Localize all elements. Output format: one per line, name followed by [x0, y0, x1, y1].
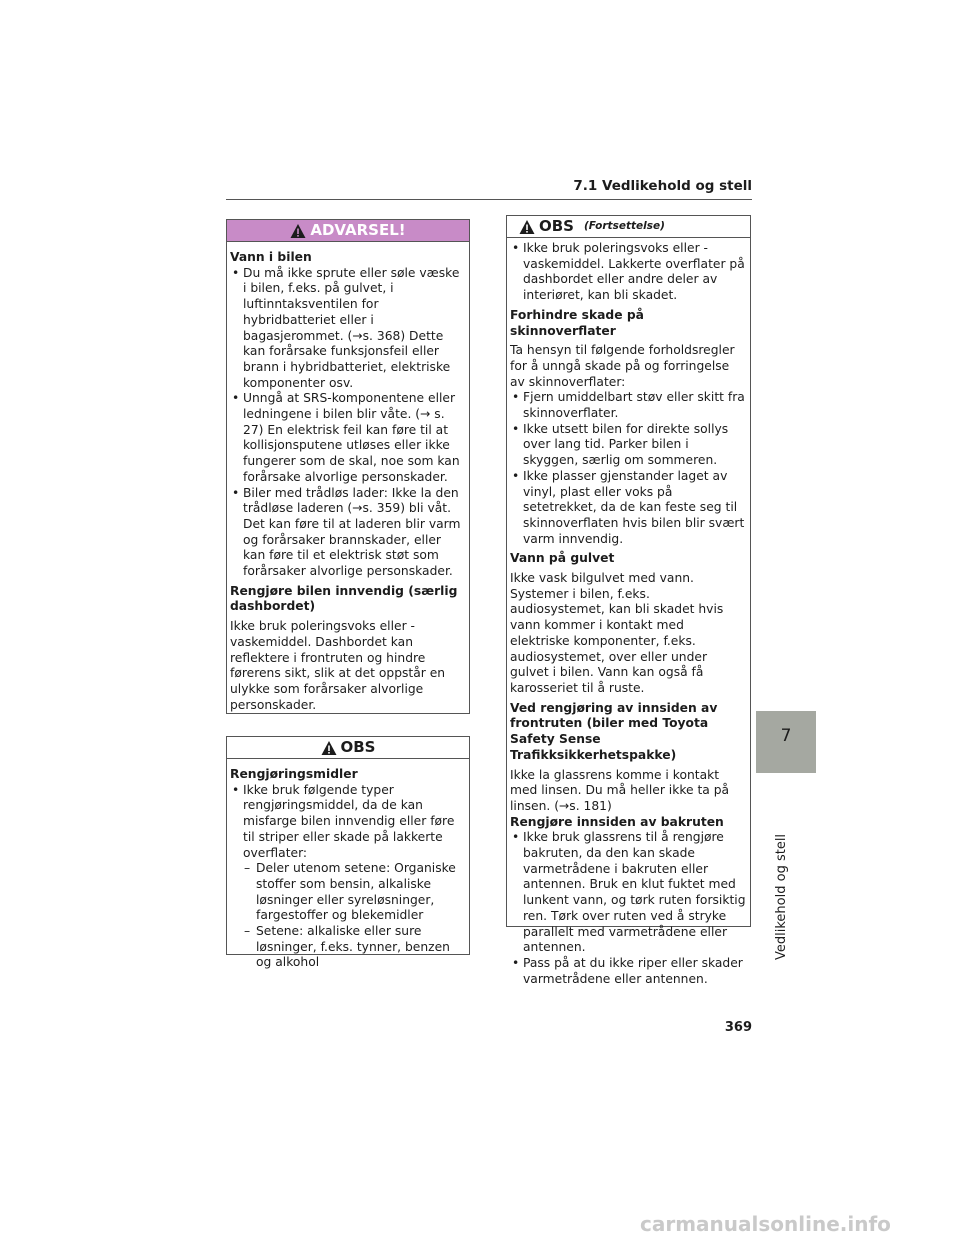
clean-interior-text: Ikke bruk poleringsvoks eller -vaskemiddel. Dashbordet kan reflektere i frontruten og hindre førerens sikt, slik at det oppstår en ulykke som forårsaker alvorlige personskader. — [230, 619, 446, 712]
water-in-car-title: Vann i bilen — [230, 250, 312, 264]
obs-continued-heading: OBS — [539, 216, 574, 235]
floor-water-text: Ikke vask bilgulvet med vann. Systemer i bilen, f.eks. audiosystemet, kan bli skadet hvis vann kommer i kontakt med elektriske komponenter, f.eks. audiosystemet, over eller under gulvet i bilen. Vann kan også få karosseriet til å ruste. — [510, 571, 724, 695]
list-item: • Unngå at SRS-komponentene eller ledningene i bilen blir våte. (→ s. 27) En elektrisk feil kan føre til at kollisjonsputene utløses eller ikke fungerer som de skal, noe som kan forårsake alvorlige personskader. — [230, 391, 465, 485]
watermark: carmanualsonline.info — [640, 1212, 891, 1236]
sub-list-item: – Setene: alkaliske eller sure løsninger, f.eks. tynner, benzen og alkohol — [230, 924, 465, 971]
list-item: • Ikke plasser gjenstander laget av vinyl, plast eller voks på setetrekket, da de kan feste seg til skinnoverflaten hvis bilen blir svært varm innvendig. — [510, 469, 746, 548]
list-item: • Ikke bruk poleringsvoks eller -vaskemiddel. Lakkerte overflater på dashbordet eller andre deler av interiøret, kan bli skadet. — [510, 241, 746, 304]
warning-heading: ADVARSEL! — [310, 220, 406, 239]
windshield-text: Ikke la glassrens komme i kontakt med linsen. Du må heller ikke ta på linsen. (→s. 181) — [510, 767, 730, 813]
obs-box — [226, 736, 470, 970]
obs-continued-header — [507, 216, 750, 238]
list-item: • Ikke bruk glassrens til å rengjøre bakruten, da den kan skade varmetrådene i bakruten eller antennen. Bruk en klut fuktet med lunkent vann, og tørk ruten forsiktig ren. Tørk over ruten ved å stryke parallelt med varmetrådene eller antennen. — [510, 830, 746, 956]
warning-triangle-icon — [519, 219, 535, 235]
chapter-label: Vedlikehold og stell — [774, 833, 789, 960]
warning-header — [227, 220, 469, 242]
warning-triangle-icon — [290, 223, 306, 239]
sub-list-item: – Deler utenom setene: Organiske stoffer som bensin, alkaliske løsninger eller syreløsninger, fargestoffer og blekemidler — [230, 861, 465, 924]
obs-heading: OBS — [340, 737, 376, 756]
cleaning-agents-title: Rengjøringsmidler — [230, 767, 358, 781]
page-number: 369 — [724, 1020, 752, 1035]
floor-water-title: Vann på gulvet — [510, 551, 615, 566]
warning-triangle-icon — [321, 740, 337, 756]
chapter-number: 7 — [780, 726, 792, 746]
list-item: • Fjern umiddelbart støv eller skitt fra skinnoverflater. — [510, 390, 746, 421]
warning-box — [226, 219, 470, 714]
obs-continued-box — [506, 215, 751, 986]
windshield-title: Ved rengjøring av innsiden av frontruten (biler med Toyota Safety Sense Trafikksikkerhetspakke) — [510, 700, 718, 762]
obs-header — [227, 737, 469, 759]
leather-title: Forhindre skade på skinnoverflater — [510, 307, 644, 338]
header-divider — [226, 199, 752, 200]
list-item: • Biler med trådløs lader: Ikke la den trådløse laderen (→s. 359) bli våt. Det kan føre til at laderen blir varm og forårsaker brannskader, eller kan føre til et elektrisk støt som forårsaker alvorlige personskader. — [230, 486, 465, 580]
list-item: • Ikke bruk følgende typer rengjøringsmiddel, da de kan misfarge bilen innvendig eller føre til striper eller skade på lakkerte overflater: — [230, 783, 465, 862]
clean-interior-title: Rengjøre bilen innvendig (særlig dashbordet) — [230, 583, 458, 614]
list-item: • Ikke utsett bilen for direkte sollys over lang tid. Parker bilen i skyggen, særlig om sommeren. — [510, 422, 746, 469]
leather-text: Ta hensyn til følgende forholdsregler for å unngå skade på og forringelse av skinnoverflater: — [510, 343, 735, 389]
continued-label: (Fortsettelse) — [584, 219, 665, 232]
list-item: • Du må ikke sprute eller søle væske i bilen, f.eks. på gulvet, i luftinntaksventilen for hybridbatteriet eller i bagasjerommet. (→s. 368) Dette kan forårsake funksjonsfeil eller brann i hybridbatteriet, elektriske komponenter osv. — [230, 266, 465, 392]
section-title: 7.1 Vedlikehold og stell — [573, 178, 752, 194]
rear-window-title: Rengjøre innsiden av bakruten — [510, 814, 724, 829]
list-item: • Pass på at du ikke riper eller skader varmetrådene eller antennen. — [510, 956, 746, 987]
